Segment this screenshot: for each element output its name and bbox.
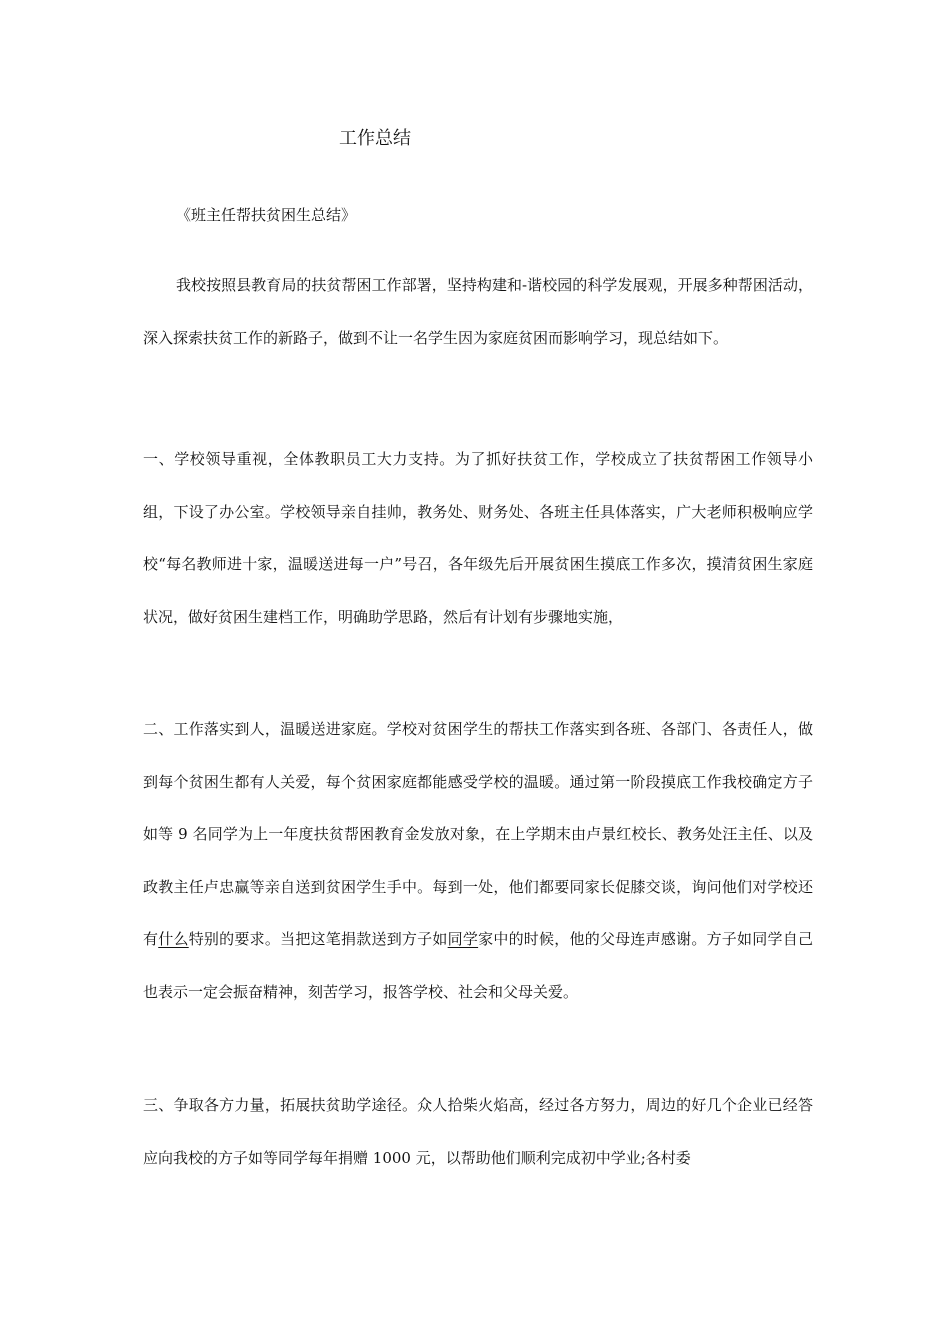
section-2-text-part1: 二、工作落实到人，温暖送进家庭。学校对贫困学生的帮扶工作落实到各班、各部门、各责任人，做到每个贫困生都有人关爱，每个贫困家庭都能感受学校的温暖。通过第一阶段摸底工作我校确定方子如等 9 名同学为上一年度扶贫帮困教育金发放对象，在上学期末由卢景红校长、教务处汪主任、以及政教主任卢忠赢等亲自送到贫困学生手中。每到一处，他们都要同家长促膝交谈，询问他们对学校还有	[143, 720, 813, 948]
section-3-paragraph: 三、争取各方力量，拓展扶贫助学途径。众人拾柴火焰高，经过各方努力，周边的好几个企业已经答应向我校的方子如等同学每年捐赠 1000 元，以帮助他们顺利完成初中学业;各村委	[143, 1096, 813, 1167]
intro-paragraph: 我校按照县教育局的扶贫帮困工作部署，坚持构建和-谐校园的科学发展观，开展多种帮困活动，深入探索扶贫工作的新路子，做到不让一名学生因为家庭贫困而影响学习，现总结如下。	[143, 276, 813, 347]
section-1-paragraph: 一、学校领导重视，全体教职员工大力支持。为了抓好扶贫工作，学校成立了扶贫帮困工作领导小组，下设了办公室。学校领导亲自挂帅，教务处、财务处、各班主任具体落实，广大老师积极响应学校“每名教师进十家，温暖送进每一户”号召，各年级先后开展贫困生摸底工作多次，摸清贫困生家庭状况，做好贫困生建档工作，明确助学思路，然后有计划有步骤地实施，	[143, 450, 813, 626]
document-title: 工作总结	[339, 128, 411, 149]
section-2-text-part2: 特别的要求。当把这笔捐款送到方子如	[188, 930, 448, 948]
section-2-paragraph	[143, 703, 813, 1018]
document-subtitle: 《班主任帮扶贫困生总结》	[176, 206, 357, 224]
section-2-text-part3: 家中的时候，他的父母连声感谢。方子如同学自己也表示一定会振奋精神，刻苦学习，报答学校、社会和父母关爱。	[143, 930, 813, 1001]
underlined-word-shenme: 什么	[158, 930, 189, 948]
underlined-word-tongxue: 同学	[447, 930, 479, 948]
